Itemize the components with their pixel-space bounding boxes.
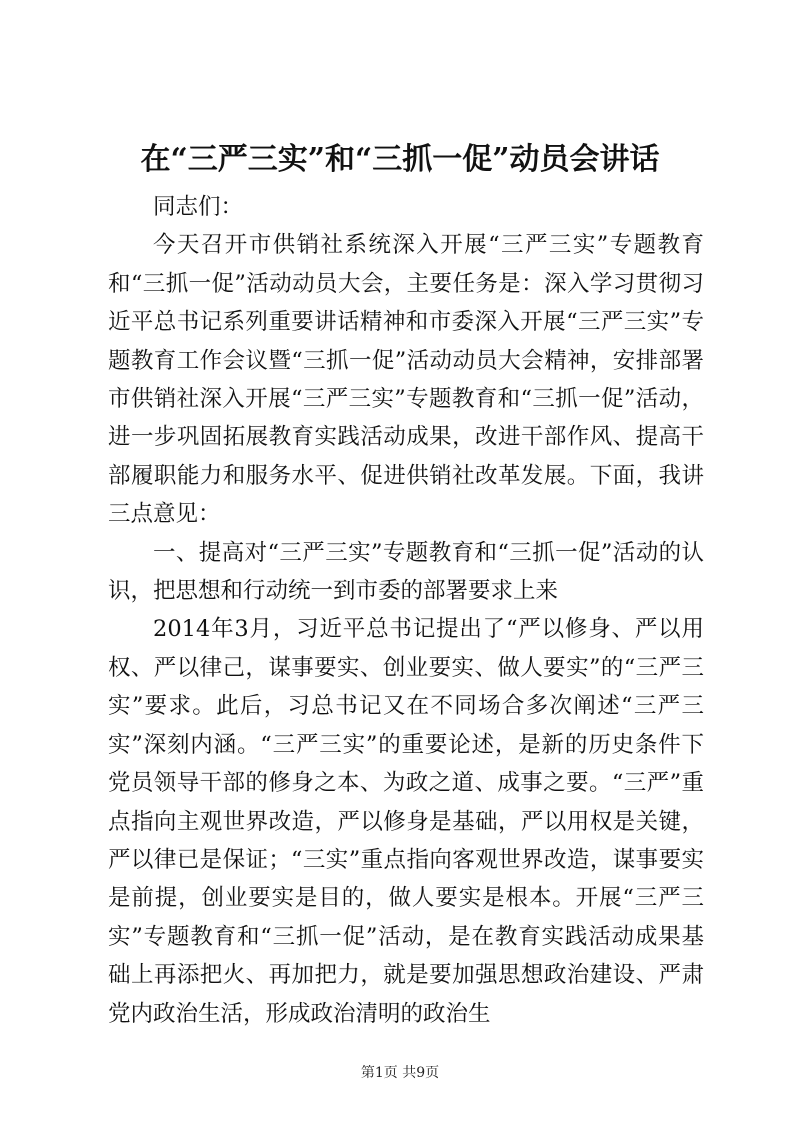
intro-paragraph: 今天召开市供销社系统深入开展“三严三实”专题教育和“三抓一促”活动动员大会，主要任务是：深入学习贯彻习近平总书记系列重要讲话精神和市委深入开展“三严三实”专题教育工作会议暨“三抓一促”活动动员大会精神，安排部署市供销社深入开展“三严三实”专题教育和“三抓一促”活动，进一步巩固拓展教育实践活动成果，改进干部作风、提高干部履职能力和服务水平、促进供销社改革发展。下面，我讲三点意见： <box>108 232 704 528</box>
document-body <box>108 188 704 1033</box>
document-title: 在“三严三实”和“三抓一促”动员会讲话 <box>140 142 660 177</box>
page-footer: 第1页 共9页 <box>360 1065 440 1081</box>
section-heading-1: 一、提高对“三严三实”专题教育和“三抓一促”活动的认识，把思想和行动统一到市委的部署要求上来 <box>108 539 704 605</box>
salutation-paragraph: 同志们： <box>153 194 244 220</box>
body-paragraph: 2014年3月，习近平总书记提出了“严以修身、严以用权、严以律己，谋事要实、创业要实、做人要实”的“三严三实”要求。此后，习总书记又在不同场合多次阐述“三严三实”深刻内涵。“三严三实”的重要论述，是新的历史条件下党员领导干部的修身之本、为政之道、成事之要。“三严”重点指向主观世界改造，严以修身是基础，严以用权是关键，严以律已是保证；“三实”重点指向客观世界改造，谋事要实是前提，创业要实是目的，做人要实是根本。开展“三严三实”专题教育和“三抓一促”活动，是在教育实践活动成果基础上再添把火、再加把力，就是要加强思想政治建设、严肃党内政治生活，形成政治清明的政治生 <box>108 616 704 1027</box>
